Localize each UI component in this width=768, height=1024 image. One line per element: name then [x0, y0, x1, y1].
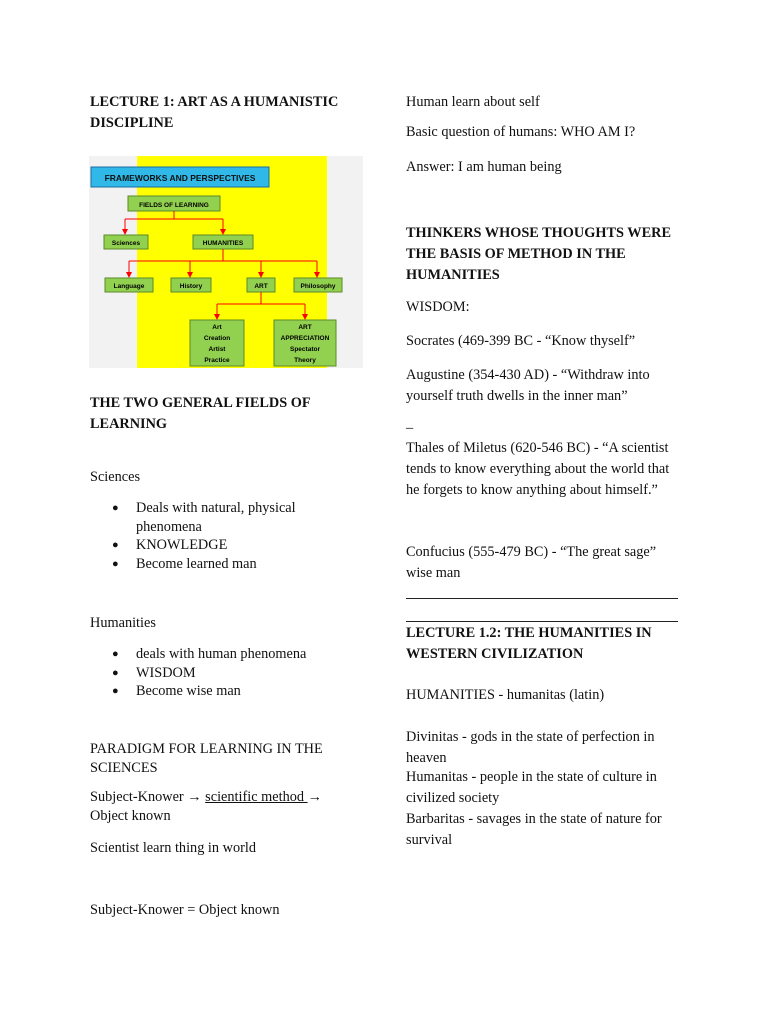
- frameworks-diagram: [89, 156, 363, 368]
- list-item: ● WISDOM: [92, 664, 352, 683]
- history-text: History: [179, 283, 203, 290]
- lecture-1-title: LECTURE 1: ART AS A HUMANISTIC DISCIPLINE: [90, 94, 339, 131]
- art-appreciation-line-2: APPRECIATION: [280, 335, 330, 342]
- answer-text: Answer: I am human being: [406, 159, 562, 175]
- art-appreciation-line-3: Spectator: [290, 346, 320, 353]
- subject-knower-text: Subject-Knower →: [90, 789, 206, 805]
- object-known-text: → Object known: [90, 789, 322, 824]
- sciences-text: Sciences: [111, 240, 141, 247]
- paradigm-heading: PARADIGM FOR LEARNING IN THE SCIENCES: [90, 741, 323, 776]
- fields-text: FIELDS OF LEARNING: [139, 202, 209, 209]
- divider-line: [406, 598, 678, 599]
- sciences-label: Sciences: [90, 469, 141, 485]
- list-item: ● Become learned man: [92, 555, 332, 574]
- thinkers-heading: THINKERS WHOSE THOUGHTS WERE THE BASIS OF METHOD IN THE HUMANITIES: [406, 225, 671, 283]
- scientific-method-text: scientific method: [205, 789, 308, 805]
- list-item: ● Deals with natural, physical phenomena: [92, 499, 332, 536]
- socrates-text: Socrates (469-399 BC - “Know thyself”: [406, 333, 636, 349]
- art-creation-line-1: Art: [212, 324, 222, 331]
- banner-text: FRAMEWORKS AND PERSPECTIVES: [104, 173, 256, 183]
- philosophy-text: Philosophy: [300, 283, 336, 290]
- two-fields-heading: THE TWO GENERAL FIELDS OF LEARNING: [90, 395, 311, 432]
- divinitas-text: Divinitas - gods in the state of perfection in heaven: [406, 729, 655, 766]
- language-text: Language: [113, 283, 145, 290]
- humanities-label: Humanities: [90, 615, 156, 631]
- list-item: ● KNOWLEDGE: [92, 536, 332, 555]
- subject-equals-object-text: Subject-Knower = Object known: [90, 902, 280, 918]
- confucius-text: Confucius (555-479 BC) - “The great sage” wise man: [406, 544, 657, 581]
- art-creation-line-2: Creation: [203, 335, 231, 342]
- sciences-bullet-list: [92, 499, 332, 573]
- augustine-text: Augustine (354-430 AD) - “Withdraw into yourself truth dwells in the inner man”: [406, 367, 650, 404]
- divider-line: [406, 621, 678, 622]
- frameworks-diagram-svg: [89, 156, 363, 368]
- thales-text: Thales of Miletus (620-546 BC) - “A scientist tends to know everything about the world that he forgets to know anything about himself.”: [406, 440, 670, 498]
- humanitas-text: Humanitas - people in the state of culture in civilized society: [406, 769, 657, 806]
- art-text: ART: [254, 283, 268, 290]
- art-creation-line-3: Artist: [208, 346, 226, 353]
- art-creation-line-4: Practice: [204, 357, 230, 364]
- dash-text: _: [406, 415, 414, 431]
- art-appreciation-line-1: ART: [298, 324, 312, 331]
- humanities-bullet-list: [92, 645, 352, 701]
- list-item: ● Become wise man: [92, 682, 352, 701]
- human-learn-text: Human learn about self: [406, 94, 540, 110]
- humanities-text: HUMANITIES: [202, 240, 244, 247]
- basic-question-text: Basic question of humans: WHO AM I?: [406, 124, 636, 140]
- lecture-1-2-heading: LECTURE 1.2: THE HUMANITIES IN WESTERN CIVILIZATION: [406, 625, 652, 662]
- list-item: ● deals with human phenomena: [92, 645, 352, 664]
- humanities-latin-text: HUMANITIES - humanitas (latin): [406, 687, 605, 703]
- art-appreciation-line-4: Theory: [294, 357, 316, 364]
- barbaritas-text: Barbaritas - savages in the state of nature for survival: [406, 811, 662, 848]
- wisdom-label: WISDOM:: [406, 299, 470, 315]
- subject-knower-paradigm: [90, 788, 360, 826]
- scientist-learn-text: Scientist learn thing in world: [90, 840, 256, 856]
